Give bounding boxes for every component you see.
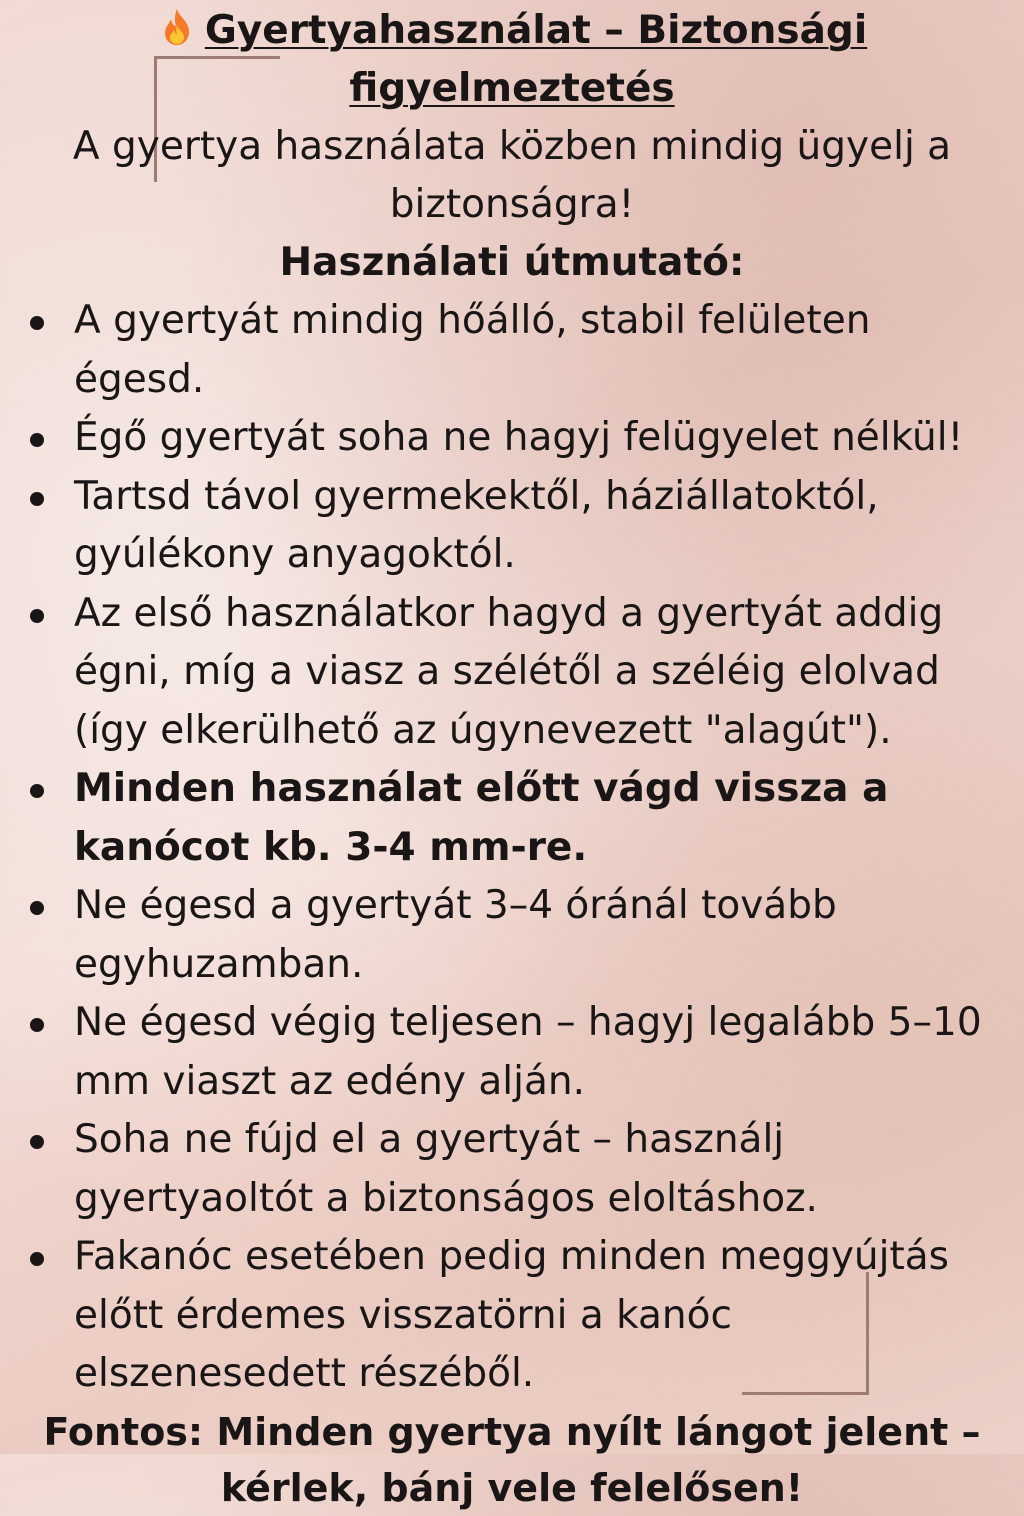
important-note: Fontos: Minden gyertya nyílt lángot jelent – kérlek, bánj vele felelősen!	[43, 1409, 981, 1510]
page-title	[0, 0, 1024, 118]
list-item: Soha ne fújd el a gyertyát – használj gyertyaoltót a biztonságos eloltáshoz.	[74, 1111, 1010, 1228]
fire-icon	[157, 6, 197, 46]
list-item: A gyertyát mindig hőálló, stabil felületen égesd.	[74, 292, 1010, 409]
list-item: Ne égesd a gyertyát 3–4 óránál tovább egyhuzamban.	[74, 877, 1010, 994]
intro-text: A gyertya használata közben mindig ügyelj a biztonságra!	[72, 124, 952, 227]
list-item-highlighted: Minden használat előtt vágd vissza a kanócot kb. 3-4 mm-re.	[74, 760, 1010, 877]
list-item: Fakanóc esetében pedig minden meggyújtás előtt érdemes visszatörni a kanóc elszenesedett részéből.	[74, 1228, 1010, 1404]
guide-heading: Használati útmutató:	[279, 240, 745, 285]
list-item: Ne égesd végig teljesen – hagyj legalább 5–10 mm viaszt az edény alján.	[74, 994, 1010, 1111]
list-item: Égő gyertyát soha ne hagyj felügyelet nélkül!	[74, 409, 1010, 468]
guide-list	[0, 292, 1024, 1404]
title-text: Gyertyahasználat – Biztonsági figyelmeztetés	[204, 8, 868, 111]
list-item: Az első használatkor hagyd a gyertyát addig égni, míg a viasz a szélétől a széléig elolvad (így elkerülhető az úgynevezett "alagút").	[74, 585, 1010, 761]
list-item: Tartsd távol gyermekektől, háziállatoktól, gyúlékony anyagoktól.	[74, 468, 1010, 585]
